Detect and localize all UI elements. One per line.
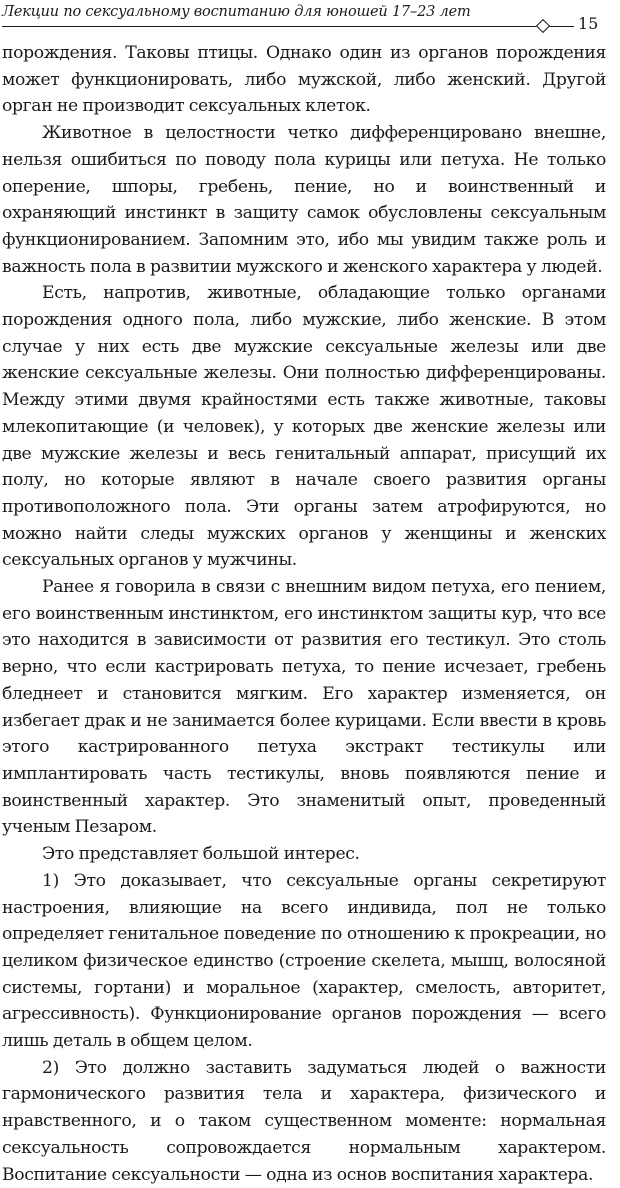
paragraph-2: Животное в целостности четко дифференцировано внешне, нельзя ошибиться по поводу пола курицы или петуха. Не только оперение, шпоры, гребень, пение, но и воинственный и охраняющий инстинкт в защиту самок обусловлены сексуальным функционированием. Запомним это, ибо мы увидим также роль и важность пола в развитии мужского и женского характера у людей. (2, 123, 606, 277)
diamond-ornament-icon (536, 19, 550, 33)
paragraph-1: порождения. Таковы птицы. Однако один из органов порождения может функционировать, либо мужской, либо женский. Другой орган не производит сексуальных клеток. (2, 43, 606, 117)
body-text (2, 40, 606, 1188)
paragraph-3: Есть, напротив, животные, обладающие только органами порождения одного пола, либо мужские, либо женские. В этом случае у них есть две мужские сексуальные железы или две женские сексуальные железы. Они полностью дифференцированы. Между этими двумя крайностями есть также животные, таковы млекопитающие (и человек), у которых две женские железы или две мужские железы и весь генитальный аппарат, присущий их полу, но которые являют в начале своего развития органы противоположного пола. Эти органы затем атрофируются, но можно найти следы мужских органов у женщины и женских сексуальных органов у мужчины. (2, 283, 606, 571)
paragraph-7: 2) Это должно заставить задуматься людей о важности гармонического развития тела и характера, физического и нравственного, и о таком существенном моменте: нормальная сексуальность сопровождается нормальным характером. Воспитание сексуальности — одна из основ воспитания характера. (2, 1057, 606, 1185)
paragraph-6: 1) Это доказывает, что сексуальные органы секретируют настроения, влияющие на всего индивида, пол не только определяет генитальное поведение по отношению к прокреации, но целиком физическое единство (строение скелета, мышц, волосяной системы, гортани) и моральное (характер, смелость, авторитет, агрессивность). Функционирование органов порождения — всего лишь деталь в общем целом. (2, 870, 606, 1052)
running-header-title: Лекции по сексуальному воспитанию для юношей 17–23 лет (2, 4, 471, 20)
running-header (2, 2, 604, 38)
paragraph-5: Это представляет большой интерес. (42, 844, 360, 865)
page-number: 15 (578, 14, 599, 33)
paragraph-4: Ранее я говорила в связи с внешним видом петуха, его пением, его воинственным инстинктом, его инстинктом защиты кур, что все это находится в зависимости от развития его тестикул. Это столь верно, что если кастрировать петуха, то пение исчезает, гребень бледнеет и становится мягким. Его характер изменяется, он избегает драк и не занимается более курицами. Если ввести в кровь этого кастрированного петуха экстракт тестикулы или имплантировать часть тестикулы, вновь появляются пение и воинственный характер. Это знаменитый опыт, проведенный ученым Пезаром. (2, 577, 606, 838)
header-rule (2, 26, 574, 27)
